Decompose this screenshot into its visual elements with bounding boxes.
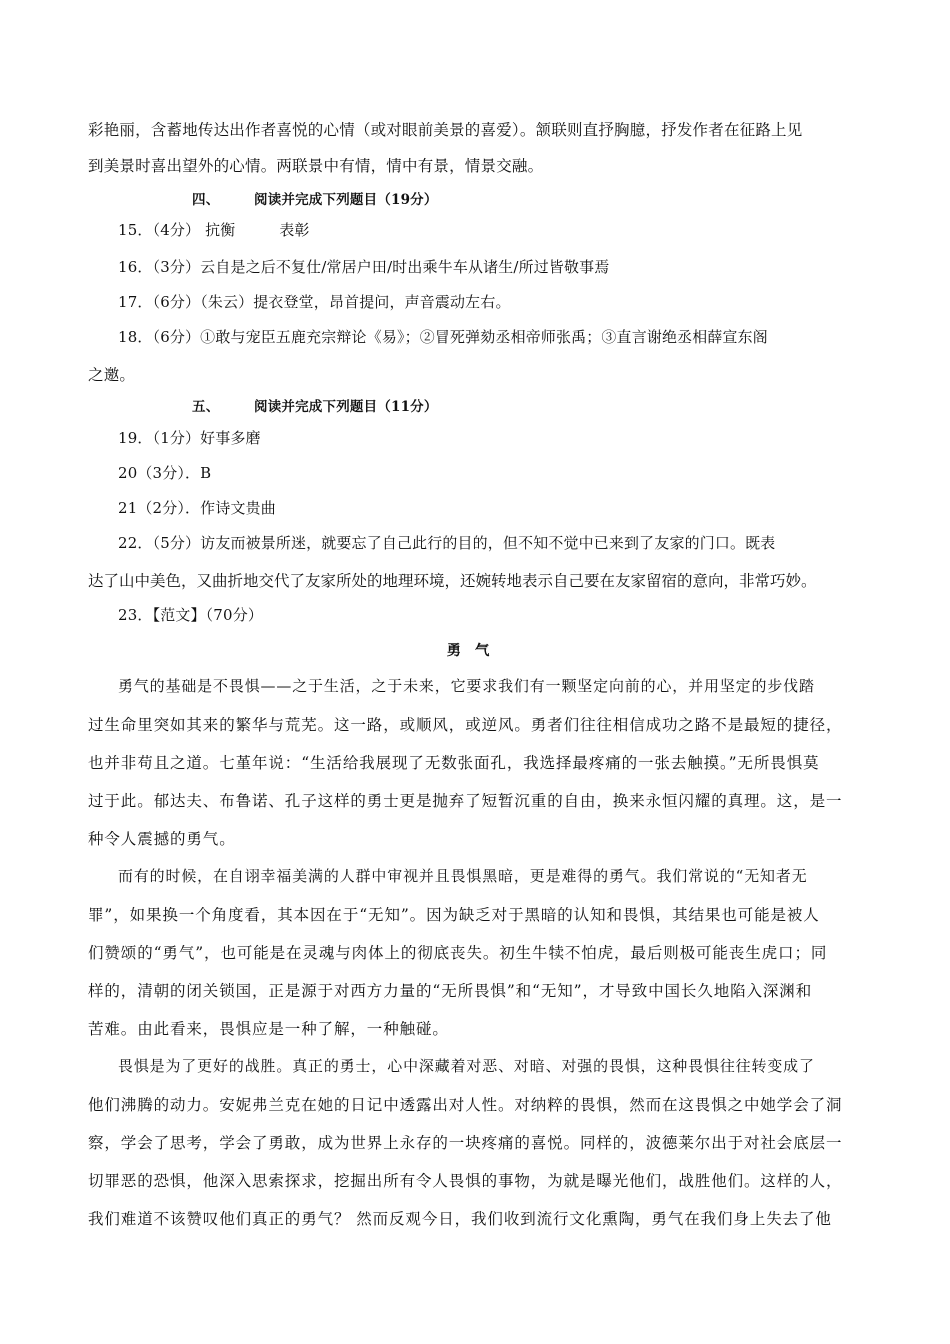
essay-line: 罪”，如果换一个角度看，其本因在于“无知”。因为缺乏对于黑暗的认知和畏惧，其结果也可能是被人 bbox=[88, 906, 820, 924]
answer-item: 20（3分）．B bbox=[118, 464, 212, 482]
answer-text-line: 到美景时喜出望外的心情。两联景中有情，情中有景，情景交融。 bbox=[88, 157, 544, 175]
section-heading bbox=[192, 188, 950, 208]
essay-line: 也并非苟且之道。七堇年说：“生活给我展现了无数张面孔，我选择最疼痛的一张去触摸。”无所畏惧莫 bbox=[88, 754, 820, 772]
essay-line: 察，学会了思考，学会了勇敢，成为世界上永存的一块疼痛的喜悦。同样的，波德莱尔出于对社会底层一 bbox=[88, 1134, 843, 1152]
answer-item: 19．（1分）好事多磨 bbox=[118, 429, 261, 447]
essay-line: 种令人震撼的勇气。 bbox=[88, 830, 236, 848]
essay-line: 们赞颂的“勇气”，也可能是在灵魂与肉体上的彻底丧失。初生牛犊不怕虎，最后则极可能丧生虎口；同 bbox=[88, 944, 828, 962]
section-heading bbox=[192, 395, 950, 415]
answer-item: 23．【范文】（70分） bbox=[118, 606, 263, 624]
answer-item: 18．（6分）①敢与宠臣五鹿充宗辩论《易》；②冒死弹劾丞相帝师张禹；③直言谢绝丞相薛宣东阁 bbox=[118, 328, 768, 346]
answer-item: 21（2分）．作诗文贵曲 bbox=[118, 499, 276, 517]
section-number: 五、 bbox=[192, 399, 220, 415]
answer-text-line: 达了山中美色，又曲折地交代了友家所处的地理环境，还婉转地表示自己要在友家留宿的意向，非常巧妙。 bbox=[88, 572, 817, 590]
essay-line: 而有的时候，在自诩幸福美满的人群中审视并且畏惧黑暗，更是难得的勇气。我们常说的“无知者无 bbox=[118, 867, 808, 885]
essay-line: 样的，清朝的闭关锁国，正是源于对西方力量的“无所畏惧”和“无知”，才导致中国长久地陷入深渊和 bbox=[88, 982, 813, 1000]
answer-part: 15．（4分） 抗衡 bbox=[118, 221, 236, 239]
answer-part: 表彰 bbox=[279, 221, 310, 239]
essay-line: 切罪恶的恐惧，他深入思索探求，挖掘出所有令人畏惧的事物，为就是曝光他们，战胜他们。这样的人， bbox=[88, 1172, 843, 1190]
section-number: 四、 bbox=[192, 192, 220, 208]
essay-title: 勇气 bbox=[446, 643, 504, 659]
essay-line: 勇气的基础是不畏惧——之于生活，之于未来，它要求我们有一颗坚定向前的心，并用坚定的步伐踏 bbox=[118, 677, 815, 695]
essay-line: 苦难。由此看来，畏惧应是一种了解，一种触碰。 bbox=[88, 1020, 449, 1038]
essay-line: 他们沸腾的动力。安妮弗兰克在她的日记中透露出对人性。对纳粹的畏惧，然而在这畏惧之中她学会了洞 bbox=[88, 1096, 843, 1114]
section-title: 阅读并完成下列题目（19分） bbox=[254, 192, 438, 208]
answer-item: 17．（6分）（朱云）提衣登堂，昂首提问，声音震动左右。 bbox=[118, 293, 511, 311]
essay-line: 过于此。郁达夫、布鲁诺、孔子这样的勇士更是抛弃了短暂沉重的自由，换来永恒闪耀的真理。这，是一 bbox=[88, 792, 843, 810]
answer-item: 16．（3分）云自是之后不复仕/常居户田/时出乘牛车从诸生/所过皆敬事焉 bbox=[118, 258, 610, 276]
answer-item: 22．（5分）访友而被景所迷，就要忘了自己此行的目的，但不知不觉中已来到了友家的门口。既表 bbox=[118, 534, 776, 552]
answer-text-line: 彩艳丽，含蓄地传达出作者喜悦的心情（或对眼前美景的喜爱）。颔联则直抒胸臆，抒发作者在征路上见 bbox=[88, 121, 803, 139]
answer-text-line: 之邀。 bbox=[88, 366, 136, 384]
section-title: 阅读并完成下列题目（11分） bbox=[254, 399, 438, 415]
answer-item bbox=[118, 219, 908, 240]
essay-line: 畏惧是为了更好的战胜。真正的勇士，心中深藏着对恶、对暗、对强的畏惧，这种畏惧往往转变成了 bbox=[118, 1057, 815, 1075]
essay-line: 过生命里突如其来的繁华与荒芜。这一路，或顺风，或逆风。勇者们往往相信成功之路不是最短的捷径， bbox=[88, 716, 843, 734]
essay-line: 我们难道不该赞叹他们真正的勇气？ 然而反观今日，我们收到流行文化熏陶，勇气在我们身上失去了他 bbox=[88, 1210, 832, 1228]
